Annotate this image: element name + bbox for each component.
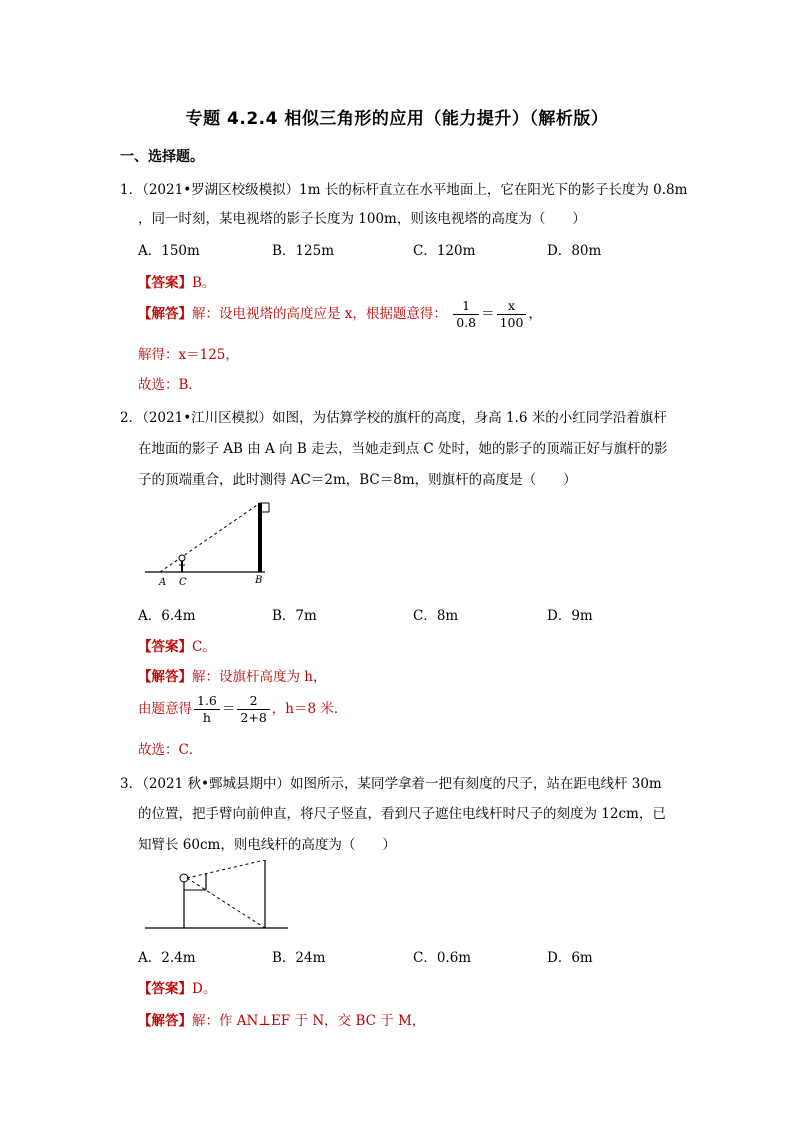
- analysis-text: 解：设旗杆高度为 h，: [192, 669, 327, 685]
- section-heading: 一、选择题。: [120, 149, 204, 165]
- q3-option-c: C．0.6m: [413, 950, 472, 966]
- q3-option-b: B．24m: [272, 950, 326, 966]
- q3-answer: [138, 977, 216, 997]
- answer-tag: 【答案】: [138, 981, 192, 997]
- q2-stem-line-2: 在地面的影子 AB 由 A 向 B 走去，当她走到点 C 处时，她的影子的顶端正好与旗杆的影: [138, 441, 668, 457]
- answer-value: D。: [192, 981, 217, 997]
- q1-option-a: A．150m: [138, 243, 200, 259]
- answer-tag: 【答案】: [138, 639, 192, 655]
- fraction: $\frac{1}{0.8}$: [453, 298, 479, 331]
- analysis-tag: 【解答】: [138, 669, 192, 685]
- q2-option-d: D．9m: [547, 608, 593, 624]
- q1-option-c: C．120m: [413, 243, 476, 259]
- q3-stem-line-2: 的位置，把手臂向前伸直，将尺子竖直，看到尺子遮住电线杆时尺子的刻度为 12cm，已: [138, 806, 666, 822]
- fraction: $\frac{x}{100}$: [497, 298, 527, 331]
- answer-tag: 【答案】: [138, 275, 192, 291]
- label-a: A: [159, 577, 167, 588]
- q3-analysis: [138, 1009, 425, 1029]
- fraction: $\frac{2}{2+8}$: [237, 693, 269, 726]
- q1-solve: 解得：x＝125，: [138, 347, 239, 363]
- page-title: 专题 4.2.4 相似三角形的应用（能力提升）（解析版）: [185, 109, 609, 129]
- answer-value: B。: [192, 275, 216, 291]
- q1-option-b: B．125m: [272, 243, 334, 259]
- q2-stem-line-3: 子的顶端重合，此时测得 AC＝2m，BC＝8m，则旗杆的高度是（ ）: [138, 472, 577, 488]
- q1-answer: [138, 271, 215, 291]
- analysis-tag: 【解答】: [138, 306, 192, 322]
- q2-option-b: B．7m: [272, 608, 317, 624]
- q1-analysis: 【解答】解：设电视塔的高度应是 x，根据题意得： $\frac{1}{0.8}$ ＝ $\frac{x}{100}$ ，: [138, 298, 542, 330]
- label-c: C: [179, 577, 187, 588]
- q2-option-c: C．8m: [413, 608, 459, 624]
- q3-option-d: D．6m: [547, 950, 593, 966]
- q3-stem-line-3: 知臂长 60cm，则电线杆的高度为（ ）: [138, 837, 396, 853]
- answer-value: C。: [192, 639, 216, 655]
- q1-option-d: D．80m: [547, 243, 602, 259]
- analysis-tag: 【解答】: [138, 1013, 192, 1029]
- q1-stem-line-1: 1．（2021•罗湖区校级模拟）1m 长的标杆直立在水平地面上，它在阳光下的影子长度为 0.8m: [120, 182, 688, 198]
- flagpole-diagram: [140, 495, 280, 590]
- q2-choose: 故选：C．: [138, 742, 203, 758]
- q3-option-a: A．2.4m: [138, 950, 196, 966]
- q1-choose: 故选：B．: [138, 377, 202, 393]
- analysis-text: 解：作 AN⊥EF 于 N，交 BC 于 M，: [192, 1013, 426, 1029]
- q2-analysis: [138, 665, 327, 685]
- label-b: B: [255, 575, 263, 586]
- pole-ruler-diagram: [140, 860, 290, 935]
- q2-option-a: A．6.4m: [138, 608, 196, 624]
- q2-equation: 由题意得 $\frac{1.6}{h}$ ＝ $\frac{2}{2+8}$ ，h＝8 米．: [138, 693, 348, 725]
- fraction: $\frac{1.6}{h}$: [194, 693, 220, 726]
- analysis-text: 解：设电视塔的高度应是 x，根据题意得：: [192, 306, 447, 322]
- q2-stem-line-1: 2．（2021•江川区模拟）如图，为估算学校的旗杆的高度，身高 1.6 米的小红同学沿着旗杆: [120, 410, 667, 426]
- q1-stem-line-2: ，同一时刻，某电视塔的影子长度为 100m，则该电视塔的高度为（ ）: [138, 211, 586, 227]
- q3-stem-line-1: 3．（2021 秋•鄄城县期中）如图所示，某同学拿着一把有刻度的尺子，站在距电线杆 30m: [120, 776, 662, 792]
- q2-answer: [138, 635, 216, 655]
